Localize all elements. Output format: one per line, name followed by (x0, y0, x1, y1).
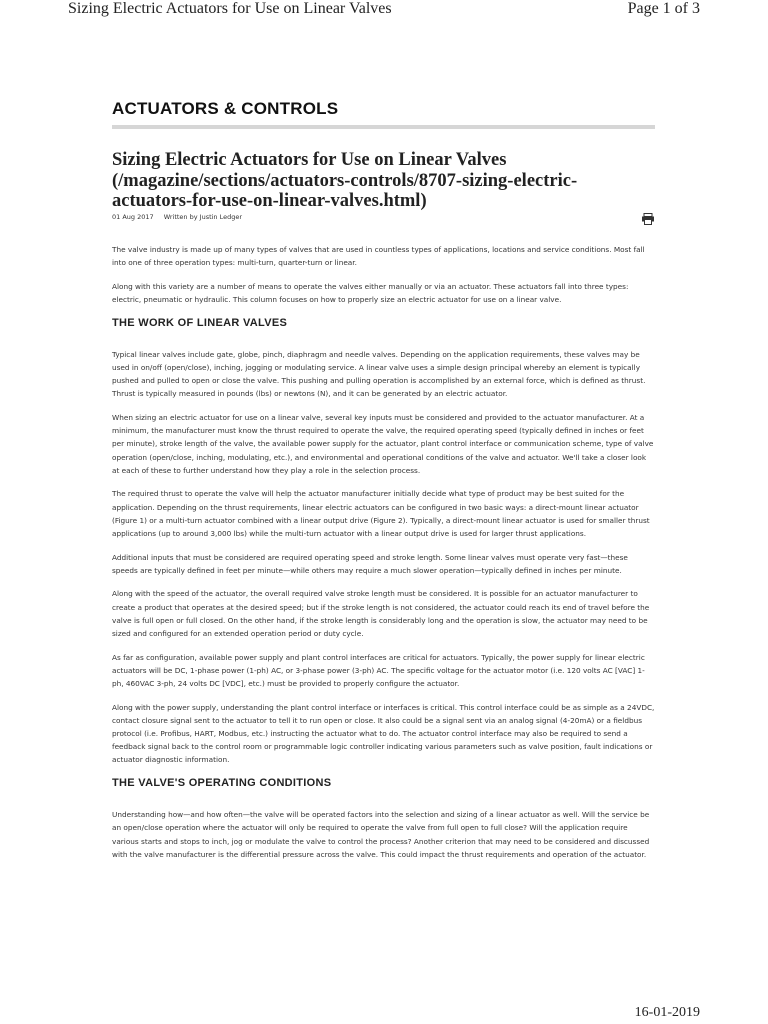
print-header (68, 0, 700, 22)
section-heading: THE VALVE'S OPERATING CONDITIONS (112, 777, 332, 790)
print-date: 16-01-2019 (634, 1005, 700, 1020)
body-paragraph: Understanding how—and how often—the valve will be operated factors into the selection and sizing of a linear actuator as well. Will the service be an open/close operation where the actuator will only be required to operate the valve from full open to full close? Will the application require various starts and stops to inch, jog or modulate the valve to control the process? Another criterion that may need to be considered and discussed with the valve manufacturer is the differential pressure across the valve. This could impact the thrust requirements and operation of the actuator. (112, 810, 650, 859)
body-paragraph: Along with the speed of the actuator, the overall required valve stroke length must be considered. It is possible for an actuator manufacturer to create a product that operates at the desired speed; but if the stroke length is not considered, the actuator could reach its end of travel before the valve is full open or full closed. On the other hand, if the stroke length is considerably long and the operation is slow, the actuator may need to be sized and configured for an extended operation period or duty cycle. (112, 589, 650, 639)
page-number: Page 1 of 3 (627, 0, 700, 17)
intro-paragraph: Along with this variety are a number of means to operate the valves either manually or via an actuator. These actuators fall into three types: electric, pneumatic or hydraulic. This column focuses on how to properly size an electric actuator for use on a linear valve. (112, 281, 629, 304)
article-body (112, 243, 655, 871)
body-paragraph: Typical linear valves include gate, globe, pinch, diaphragm and needle valves. Depending on the application requirements, these valves may be used in on/off (open/close), inching, jogging or modulating service. A linear valve uses a simple design principal whereby an element is typically pushed and pulled to open or close the valve. This pushing and pulling operation is accomplished by an external force, which is defined as thrust. Thrust is typically measured in pounds (lbs) or newtons (N), and it can be generated by an electric actuator. (112, 349, 646, 399)
body-paragraph: As far as configuration, available power supply and plant control interfaces are critical for actuators. Typically, the power supply for linear electric actuators will be DC, 1-phase power (1-ph) AC, or 3-phase power (3-ph) AC. The specific voltage for the actuator motor (i.e. 120 volts AC [VAC] 1-ph, 460VAC 3-ph, 24 volts DC [VDC], etc.) must be provided to properly configure the actuator. (112, 652, 645, 689)
article-date: 01 Aug 2017 (112, 213, 154, 221)
printer-icon[interactable] (641, 212, 655, 224)
section-link[interactable]: ACTUATORS & CONTROLS (112, 99, 339, 118)
body-paragraph: The required thrust to operate the valve will help the actuator manufacturer initially decide what type of product may be best suited for the application. Depending on the thrust requirements, linear electric actuators can be configured in two basic ways: a direct-mount linear actuator (Figure 1) or a multi-turn actuator combined with a linear output drive (Figure 2). Typically, a direct-mount linear actuator is used for smaller thrust applications (up to around 3,000 lbs) while the multi-turn actuator with a linear output drive is used for larger thrust applications. (112, 489, 650, 539)
article-title-link[interactable]: Sizing Electric Actuators for Use on Linear Valves (/magazine/sections/actuators-controls/8707-sizing-electric-actuators-for-use-on-linear-valves.html) (112, 150, 578, 211)
intro-paragraph: The valve industry is made up of many types of valves that are used in countless types of applications, locations and service conditions. Most fall into one of three operation types: multi-turn, quarter-turn or linear. (112, 245, 645, 268)
body-paragraph: Additional inputs that must be considered are required operating speed and stroke length. Some linear valves must operate very fast—these speeds are typically defined in feet per minute—while others may require a much slower operation—typically defined in inches per minute. (112, 552, 628, 575)
section-divider (112, 125, 655, 129)
body-paragraph: When sizing an electric actuator for use on a linear valve, several key inputs must be considered and provided to the actuator manufacturer. At a minimum, the manufacturer must know the thrust required to operate the valve, the required operating speed (typically defined in inches or feet per minute), stroke length of the valve, the available power supply for the actuator, plant control interface or communication scheme, type of valve operation (open/close, inching, modulating, etc.), and environmental and operational conditions of the valve and actuator. We'll take a closer look at each of these to further understand how they play a role in the selection process. (112, 413, 654, 475)
article-author: Written by Justin Ledger (163, 213, 243, 221)
print-header-title: Sizing Electric Actuators for Use on Linear Valves (68, 0, 392, 17)
body-paragraph: Along with the power supply, understanding the plant control interface or interfaces is critical. This control interface could be as simple as a 24VDC, contact closure signal sent to the actuator to tell it to run open or close. It also could be a signal sent via an analog signal (4-20mA) or a fieldbus protocol (i.e. Profibus, HART, Modbus, etc.) instructing the actuator what to do. The actuator control interface may also be required to send a feedback signal back to the control room or programmable logic controller indicating various parameters such as valve position, fault indications or actuator diagnostic information. (112, 702, 655, 765)
article-meta (112, 213, 250, 221)
section-heading: THE WORK OF LINEAR VALVES (112, 316, 288, 329)
